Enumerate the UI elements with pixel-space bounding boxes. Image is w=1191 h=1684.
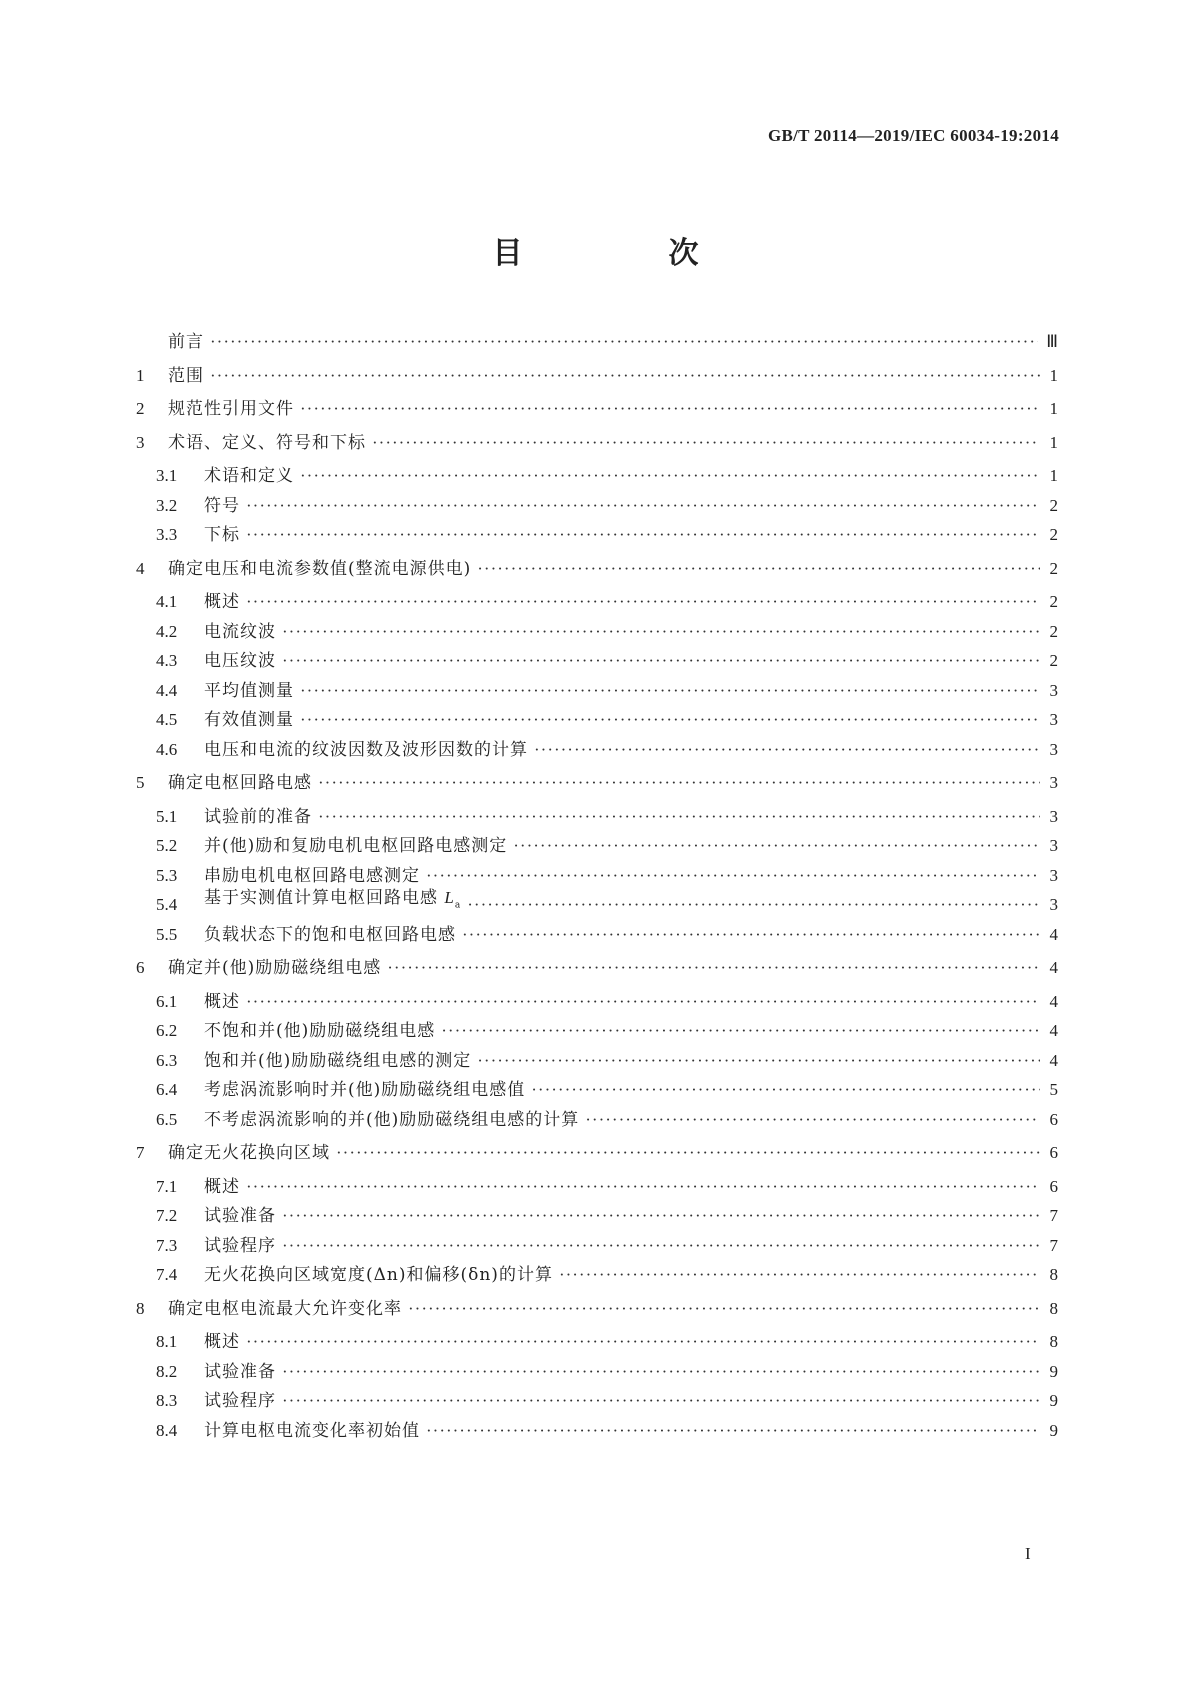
- toc-entry-title: [204, 1264, 553, 1286]
- toc-entry-number: 5: [136, 773, 145, 792]
- toc-entry-title-text: 有效值测量: [204, 710, 294, 730]
- toc-entry-title: [204, 1050, 471, 1072]
- toc-entry-title-text: 确定电枢回路电感: [168, 773, 312, 793]
- toc-entry-page: 1: [1049, 466, 1058, 485]
- toc-entry[interactable]: [156, 672, 1058, 702]
- page-title: 目 次: [492, 236, 757, 271]
- toc-entry-number: 5.3: [156, 865, 178, 885]
- toc-entry[interactable]: [156, 1412, 1058, 1442]
- toc-entry-variable: L: [444, 887, 455, 907]
- toc-entry-page: 3: [1049, 895, 1058, 914]
- toc-entry-title-text: 试验准备: [204, 1206, 276, 1226]
- toc-entry-number: 3.3: [156, 525, 178, 544]
- toc-entry-title-text: 确定并(他)励励磁绕组电感: [168, 958, 382, 978]
- toc-entry-number: 8.4: [156, 1420, 178, 1440]
- toc-entry-page: 8: [1049, 1298, 1058, 1318]
- toc-entry-title-text: 电压和电流的纹波因数及波形因数的计算: [204, 739, 528, 760]
- toc-entry-page: 4: [1049, 1021, 1058, 1040]
- toc-entry-page: 5: [1049, 1080, 1058, 1099]
- toc-entry[interactable]: [136, 424, 1058, 454]
- toc-entry-number: 8.2: [156, 1361, 178, 1381]
- toc-entry-title: [204, 465, 294, 487]
- toc-entry-number: 2: [136, 399, 145, 418]
- toc-entry[interactable]: [156, 731, 1058, 761]
- toc-entry-title: [204, 806, 312, 828]
- toc-entry-number: 6.3: [156, 1050, 178, 1070]
- toc-leader-dots: [300, 398, 1040, 420]
- toc-entry[interactable]: [136, 550, 1058, 580]
- toc-entry[interactable]: [136, 357, 1058, 387]
- toc-entry-title-text: 概述: [204, 991, 240, 1012]
- toc-entry[interactable]: [136, 764, 1058, 794]
- toc-entry-page: 3: [1049, 739, 1058, 759]
- toc-entry-title-text: 确定电压和电流参数值(整流电源供电): [168, 558, 472, 579]
- toc-leader-dots: [441, 1020, 1040, 1042]
- standard-code: GB/T 20114—2019/IEC 60034-19:2014: [767, 126, 1059, 145]
- toc-leader-dots: [282, 650, 1040, 672]
- toc-entry[interactable]: [156, 1071, 1058, 1101]
- toc-entry-page: 2: [1049, 525, 1058, 544]
- toc-leader-dots: [408, 1298, 1040, 1320]
- toc-entry-title: [204, 591, 240, 613]
- toc-entry-title: [204, 1079, 525, 1101]
- toc-entry-number: 7.4: [156, 1265, 178, 1284]
- toc-leader-dots: [282, 621, 1040, 643]
- toc-entry-page: 3: [1049, 680, 1058, 700]
- toc-entry[interactable]: [156, 1042, 1058, 1072]
- toc-entry-title-text: 电压纹波: [204, 651, 276, 671]
- toc-entry-title: [204, 865, 420, 887]
- toc-entry-title: [168, 772, 312, 794]
- toc-entry-page: 9: [1049, 1420, 1058, 1440]
- toc-entry[interactable]: [156, 827, 1058, 857]
- toc-leader-dots: [372, 432, 1040, 454]
- toc-leader-dots: [300, 680, 1040, 702]
- toc-entry[interactable]: [156, 1168, 1058, 1198]
- toc-entry[interactable]: [136, 323, 1058, 353]
- toc-entry-number: 7.2: [156, 1206, 178, 1225]
- toc-leader-dots: [585, 1109, 1040, 1131]
- toc-entry-title: [204, 524, 240, 546]
- toc-entry-title-text: 符号: [204, 495, 240, 516]
- toc-entry-page: 6: [1049, 1143, 1058, 1162]
- toc-entry-page: 3: [1049, 806, 1058, 826]
- toc-entry-page: 3: [1049, 710, 1058, 729]
- toc-entry-number: 6: [136, 958, 145, 977]
- toc-leader-dots: [300, 465, 1040, 487]
- toc-leader-dots: [531, 1079, 1040, 1101]
- toc-leader-dots: [559, 1264, 1040, 1286]
- toc-entry-page: 2: [1049, 495, 1058, 515]
- toc-leader-dots: [210, 331, 1038, 353]
- toc-leader-dots: [246, 591, 1040, 613]
- toc-entry-title: [168, 1298, 402, 1320]
- toc-entry-title-text: 平均值测量: [204, 680, 294, 701]
- toc-leader-dots: [300, 709, 1040, 731]
- toc-entry-page: 6: [1049, 1109, 1058, 1129]
- toc-entry[interactable]: [156, 1101, 1058, 1131]
- toc-entry-page: 2: [1049, 651, 1058, 670]
- toc-entry[interactable]: [156, 457, 1058, 487]
- toc-entry-page: 8: [1049, 1265, 1058, 1284]
- toc-entry[interactable]: [136, 949, 1058, 979]
- toc-entry-title: [168, 432, 366, 454]
- toc-entry-title: [204, 1420, 420, 1442]
- toc-entry[interactable]: [156, 1256, 1058, 1286]
- toc-entry[interactable]: [156, 516, 1058, 546]
- toc-leader-dots: [387, 957, 1040, 979]
- toc-entry-title-text: 不考虑涡流影响的并(他)励励磁绕组电感的计算: [204, 1109, 580, 1130]
- toc-leader-dots: [426, 865, 1040, 887]
- toc-entry-page: 4: [1049, 991, 1058, 1011]
- toc-entry-title-text: 试验程序: [204, 1235, 276, 1256]
- toc-entry-page: 7: [1049, 1206, 1058, 1225]
- toc-entry-page: 3: [1049, 773, 1058, 792]
- toc-leader-dots: [282, 1361, 1040, 1383]
- toc-entry-title: [204, 495, 240, 517]
- toc-entry-title-text: 试验程序: [204, 1391, 276, 1411]
- toc-entry-title: [168, 558, 471, 580]
- toc-entry-title: [204, 1235, 276, 1257]
- toc-entry[interactable]: [136, 1290, 1058, 1320]
- toc-entry-title: [204, 991, 240, 1013]
- toc-entry-number: 1: [136, 365, 145, 385]
- toc-entry-page: 2: [1049, 592, 1058, 611]
- toc-entry-number: 5.5: [156, 924, 178, 944]
- toc-entry-title-text: 考虑涡流影响时并(他)励励磁绕组电感值: [204, 1080, 526, 1100]
- toc-entry-title-text: 确定无火花换向区域: [168, 1143, 330, 1163]
- toc-entry-title: [204, 621, 276, 643]
- toc-entry-title: [204, 650, 276, 672]
- toc-leader-dots: [246, 495, 1040, 517]
- toc-entry[interactable]: [156, 1382, 1058, 1412]
- toc-entry-page: 4: [1049, 924, 1058, 944]
- toc-entry-page: 2: [1049, 621, 1058, 641]
- toc-leader-dots: [477, 558, 1040, 580]
- toc-entry-title-text: 负载状态下的饱和电枢回路电感: [204, 924, 456, 945]
- toc-leader-dots: [336, 1142, 1040, 1164]
- toc-entry-page: 4: [1049, 1050, 1058, 1070]
- toc-entry-number: 3: [136, 432, 145, 452]
- toc-entry-number: 4.6: [156, 739, 178, 759]
- toc-entry-number: 5.1: [156, 806, 178, 826]
- toc-entry-number: 7.1: [156, 1176, 178, 1196]
- toc-entry-page: 1: [1049, 399, 1058, 418]
- toc-entry-title: [204, 1331, 240, 1353]
- toc-entry-title: [204, 680, 294, 702]
- toc-entry-page: 4: [1049, 958, 1058, 977]
- toc-entry-title: [204, 1020, 435, 1042]
- toc-leader-dots: [210, 365, 1040, 387]
- toc-entry-title-text: 概述: [204, 1332, 240, 1352]
- toc-entry-number: 4.5: [156, 710, 178, 729]
- toc-entry-title-text: 术语和定义: [204, 466, 294, 486]
- toc-entry-title-text: 并(他)励和复励电机电枢回路电感测定: [204, 836, 508, 856]
- toc-leader-dots: [282, 1205, 1040, 1227]
- toc-entry[interactable]: [156, 613, 1058, 643]
- toc-entry-number: 8.1: [156, 1332, 178, 1351]
- toc-entry-number: 3.2: [156, 495, 178, 515]
- toc-entry-title-text: 无火花换向区域宽度(Δn)和偏移(δn)的计算: [204, 1265, 553, 1285]
- toc-entry-title-text: 前言: [168, 332, 204, 352]
- toc-entry-title-text: 下标: [204, 525, 240, 545]
- toc-entry-title: [168, 1142, 330, 1164]
- toc-entry-title: [168, 398, 294, 420]
- toc-entry-number: 7: [136, 1143, 145, 1162]
- toc-entry-title: [168, 957, 381, 979]
- toc-entry[interactable]: [156, 487, 1058, 517]
- toc-entry-number: 6.4: [156, 1080, 178, 1099]
- toc-entry-title-text: 规范性引用文件: [168, 399, 294, 419]
- toc-entry[interactable]: [156, 583, 1058, 613]
- toc-entry[interactable]: [156, 1197, 1058, 1227]
- toc-entry-number: 4.1: [156, 592, 178, 611]
- toc-entry-subscript: a: [454, 900, 462, 910]
- toc-entry[interactable]: [156, 1012, 1058, 1042]
- toc-entry-page: 1: [1049, 365, 1058, 385]
- toc-entry[interactable]: [156, 701, 1058, 731]
- toc-entry-title-text: 术语、定义、符号和下标: [168, 432, 366, 453]
- toc-leader-dots: [534, 739, 1040, 761]
- toc-entry-page: 9: [1049, 1391, 1058, 1410]
- toc-entry-title-text: 串励电机电枢回路电感测定: [204, 865, 420, 886]
- toc-entry-page: 3: [1049, 865, 1058, 885]
- toc-entry-page: 6: [1049, 1176, 1058, 1196]
- toc-entry-title: [204, 739, 528, 761]
- toc-entry-title-text: 基于实测值计算电枢回路电感: [204, 887, 438, 908]
- toc-entry-title-text: 电流纹波: [204, 621, 276, 642]
- toc-leader-dots: [462, 924, 1040, 946]
- toc-entry[interactable]: [156, 1227, 1058, 1257]
- toc-entry-title-text: 概述: [204, 592, 240, 612]
- toc-entry-title: [204, 1390, 276, 1412]
- toc-entry-number: 5.2: [156, 836, 178, 855]
- toc-leader-dots: [426, 1420, 1040, 1442]
- page-number: I: [1025, 1544, 1031, 1563]
- toc-entry-title: [204, 1176, 240, 1198]
- toc-entry-title-text: 试验准备: [204, 1361, 276, 1382]
- toc-entry-number: 8: [136, 1298, 145, 1318]
- toc-entry[interactable]: [156, 886, 1058, 916]
- toc-leader-dots: [282, 1390, 1040, 1412]
- toc-entry-title-text: 范围: [168, 365, 204, 386]
- toc-entry-number: 3.1: [156, 466, 178, 485]
- toc-entry-title: [204, 924, 456, 946]
- toc-entry-title-text: 计算电枢电流变化率初始值: [204, 1420, 420, 1441]
- toc-entry-title: [204, 1205, 276, 1227]
- toc-leader-dots: [282, 1235, 1040, 1257]
- toc-entry-title: [204, 887, 461, 916]
- toc-entry-page: 8: [1049, 1332, 1058, 1351]
- toc-entry[interactable]: [156, 983, 1058, 1013]
- toc-entry-number: 4.3: [156, 651, 178, 670]
- toc-entry-title: [204, 835, 507, 857]
- toc-entry[interactable]: [156, 1323, 1058, 1353]
- toc-entry-page: 3: [1049, 836, 1058, 855]
- toc-entry-number: 4.4: [156, 680, 178, 700]
- toc-entry-title-text: 不饱和并(他)励励磁绕组电感: [204, 1021, 436, 1041]
- toc-entry-title-text: 确定电枢电流最大允许变化率: [168, 1298, 402, 1319]
- toc-entry-number: 4: [136, 558, 145, 578]
- toc-entry-title-text: 概述: [204, 1176, 240, 1197]
- toc-entry-page: Ⅲ: [1046, 332, 1058, 351]
- toc-entry-title-text: 试验前的准备: [204, 806, 312, 827]
- toc-leader-dots: [246, 1331, 1040, 1353]
- toc-entry-title: [168, 365, 204, 387]
- toc-entry-title: [168, 331, 204, 353]
- toc-entry[interactable]: [136, 1134, 1058, 1164]
- toc-entry-page: 7: [1049, 1235, 1058, 1255]
- toc-entry[interactable]: [136, 390, 1058, 420]
- toc-entry-title: [204, 1361, 276, 1383]
- toc-leader-dots: [477, 1050, 1040, 1072]
- toc-entry-number: 4.2: [156, 621, 178, 641]
- toc-entry-title: [204, 1109, 579, 1131]
- toc-leader-dots: [246, 524, 1040, 546]
- toc-entry-number: 7.3: [156, 1235, 178, 1255]
- toc-entry[interactable]: [156, 857, 1058, 887]
- toc-entry-page: 1: [1049, 432, 1058, 452]
- toc-entry-number: 6.2: [156, 1021, 178, 1040]
- toc-entry-number: 5.4: [156, 895, 178, 914]
- toc-leader-dots: [513, 835, 1040, 857]
- toc-entry-title-text: 饱和并(他)励励磁绕组电感的测定: [204, 1050, 472, 1071]
- toc-entry-title: [204, 709, 294, 731]
- toc-entry-number: 6.1: [156, 991, 178, 1011]
- toc-entry[interactable]: [156, 1353, 1058, 1383]
- toc-entry[interactable]: [156, 642, 1058, 672]
- toc-leader-dots: [246, 991, 1040, 1013]
- toc-leader-dots: [318, 806, 1040, 828]
- toc-entry[interactable]: [156, 916, 1058, 946]
- toc-leader-dots: [318, 772, 1040, 794]
- toc-entry-number: 8.3: [156, 1391, 178, 1410]
- toc-entry-number: 6.5: [156, 1109, 178, 1129]
- toc-entry-page: 2: [1049, 558, 1058, 578]
- toc-entry-page: 9: [1049, 1361, 1058, 1381]
- toc-entry[interactable]: [156, 798, 1058, 828]
- toc-leader-dots: [246, 1176, 1040, 1198]
- toc-leader-dots: [467, 894, 1040, 916]
